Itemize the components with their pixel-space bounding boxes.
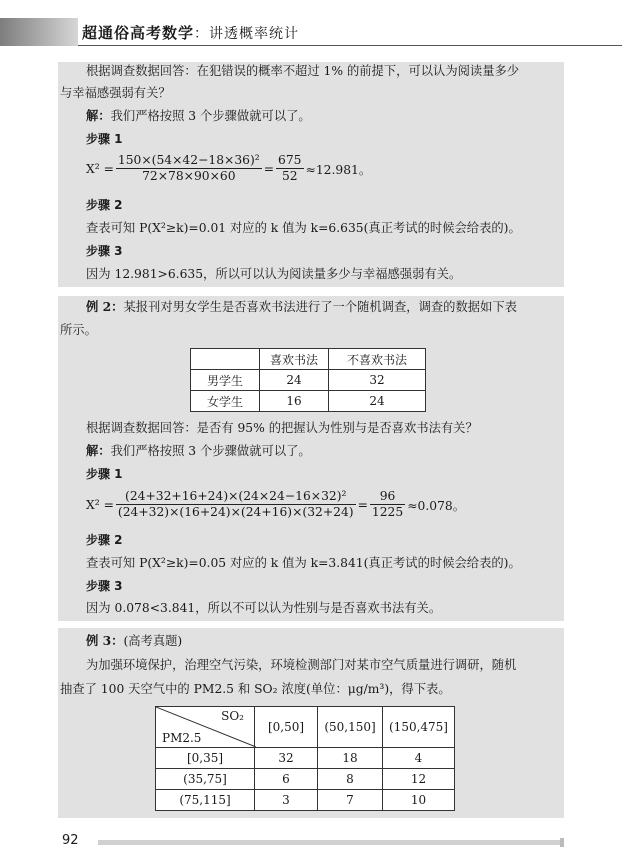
table-cell: 8 <box>318 769 383 790</box>
formula-lhs: Χ² = <box>86 497 114 512</box>
page-header <box>0 18 622 46</box>
ex2-question-line-2: 所示。 <box>60 323 97 337</box>
contingency-table-1 <box>190 348 426 412</box>
ex2-step-1-label: 步骤 1 <box>86 467 123 481</box>
book-title-sub: ：讲透概率统计 <box>194 26 300 42</box>
table-header-cell: [0,50] <box>255 707 318 748</box>
table-cell: 4 <box>383 748 455 769</box>
ex1-step-3-label: 步骤 3 <box>86 244 123 258</box>
footer-bar-end <box>560 838 564 847</box>
table-row-label: (75,115] <box>156 790 255 811</box>
ex2-step-3-text: 因为 0.078<3.841，所以不可以认为性别与是否喜欢书法有关。 <box>86 601 442 615</box>
solution-text: 我们严格按照 3 个步骤做就可以了。 <box>110 444 311 458</box>
table-header-cell: 喜欢书法 <box>260 349 329 370</box>
table-row-label: (35,75] <box>156 769 255 790</box>
formula-result: ≈12.981。 <box>305 162 372 177</box>
table-cell: 16 <box>260 391 329 412</box>
solution-label: 解： <box>86 108 111 123</box>
ex1-solution-intro <box>86 108 311 124</box>
pm25-so2-table <box>155 706 455 811</box>
formula-lhs: Χ² = <box>86 161 114 176</box>
table-row <box>156 748 455 769</box>
table-cell: 12 <box>383 769 455 790</box>
table-cell: 3 <box>255 790 318 811</box>
table-cell: 7 <box>318 790 383 811</box>
formula-fraction-2 <box>276 153 303 184</box>
table-cell: 10 <box>383 790 455 811</box>
solution-text: 我们严格按照 3 个步骤做就可以了。 <box>110 109 311 123</box>
table-header-cell <box>191 349 260 370</box>
fraction-denominator: (24+32)×(16+24)×(24+16)×(32+24) <box>117 505 354 519</box>
table-cell: 32 <box>255 748 318 769</box>
table-cell: 24 <box>329 391 426 412</box>
ex1-step-2-label: 步骤 2 <box>86 198 123 212</box>
ex2-step-2-text: 查表可知 P(Χ²≥k)=0.05 对应的 k 值为 k=3.841(真正考试的时候会给表的)。 <box>86 556 521 570</box>
fraction-numerator: 675 <box>278 153 302 167</box>
corner-row-label: PM2.5 <box>162 731 202 745</box>
ex1-step-2-text: 查表可知 P(Χ²≥k)=0.01 对应的 k 值为 k=6.635(真正考试的时候会给表的)。 <box>86 221 521 235</box>
ex2-step-3-label: 步骤 3 <box>86 579 123 593</box>
footer-bar <box>98 840 564 845</box>
table-row <box>191 370 426 391</box>
ex1-step-1-label: 步骤 1 <box>86 132 123 146</box>
ex1-question-line-2: 与幸福感强弱有关？ <box>60 86 171 100</box>
formula-fraction-1 <box>116 153 262 184</box>
corner-column-label: SO₂ <box>221 709 244 723</box>
ex3-title-line <box>86 633 182 649</box>
ex2-solution-intro <box>86 443 311 459</box>
ex2-question-line-1 <box>86 299 517 315</box>
header-rule <box>78 45 622 47</box>
table-cell: 24 <box>260 370 329 391</box>
table-row <box>156 790 455 811</box>
fraction-denominator: 72×78×90×60 <box>142 169 236 183</box>
book-title <box>82 22 299 43</box>
ex1-question-line-1: 根据调查数据回答：在犯错误的概率不超过 1% 的前提下，可以认为阅读量多少 <box>86 64 520 78</box>
table-header-cell: (150,475] <box>383 707 455 748</box>
example-label: 例 2： <box>86 299 124 314</box>
table-row-label: 男学生 <box>191 370 260 391</box>
formula-equals: = <box>263 161 275 176</box>
table-row <box>191 391 426 412</box>
ex2-step-2-label: 步骤 2 <box>86 533 123 547</box>
table-header-cell: 不喜欢书法 <box>329 349 426 370</box>
table-row-label: 女学生 <box>191 391 260 412</box>
fraction-denominator: 52 <box>281 169 298 183</box>
table-header-cell: (50,150] <box>318 707 383 748</box>
ex3-question-line-2: 抽查了 100 天空气中的 PM2.5 和 SO₂ 浓度(单位：μg/m³)，得下表。 <box>60 682 451 696</box>
table-header-row <box>191 349 426 370</box>
formula-fraction-2 <box>370 489 405 520</box>
ex3-source-tag: (高考真题) <box>123 634 183 648</box>
table-cell: 18 <box>318 748 383 769</box>
fraction-denominator: 1225 <box>371 505 404 519</box>
header-gradient-bar <box>0 18 78 46</box>
table-diagonal-corner <box>156 707 255 748</box>
fraction-numerator: 150×(54×42−18×36)² <box>117 153 260 167</box>
ex1-formula <box>86 153 371 184</box>
formula-fraction-1 <box>116 489 356 520</box>
ex3-question-line-1: 为加强环境保护，治理空气污染，环境检测部门对某市空气质量进行调研，随机 <box>86 658 517 672</box>
fraction-numerator: (24+32+16+24)×(24×24−16×32)² <box>116 489 356 505</box>
table-cell: 32 <box>329 370 426 391</box>
formula-result: ≈0.078。 <box>407 498 466 513</box>
table-header-row <box>156 707 455 748</box>
ex2-formula <box>86 489 465 520</box>
ex2-question-line-3: 根据调查数据回答：是否有 95% 的把握认为性别与是否喜欢书法有关？ <box>86 421 478 435</box>
example-label: 例 3： <box>86 633 124 648</box>
fraction-numerator: 96 <box>370 489 405 505</box>
book-title-main: 超通俗高考数学 <box>82 24 195 42</box>
table-row-label: [0,35] <box>156 748 255 769</box>
table-cell: 6 <box>255 769 318 790</box>
formula-equals: = <box>357 497 368 512</box>
page-number: 92 <box>62 833 79 848</box>
solution-label: 解： <box>86 443 111 458</box>
table-row <box>156 769 455 790</box>
ex2-question-text: 某报刊对男女学生是否喜欢书法进行了一个随机调查，调查的数据如下表 <box>123 300 517 314</box>
ex1-step-3-text: 因为 12.981>6.635，所以可以认为阅读量多少与幸福感强弱有关。 <box>86 267 462 281</box>
